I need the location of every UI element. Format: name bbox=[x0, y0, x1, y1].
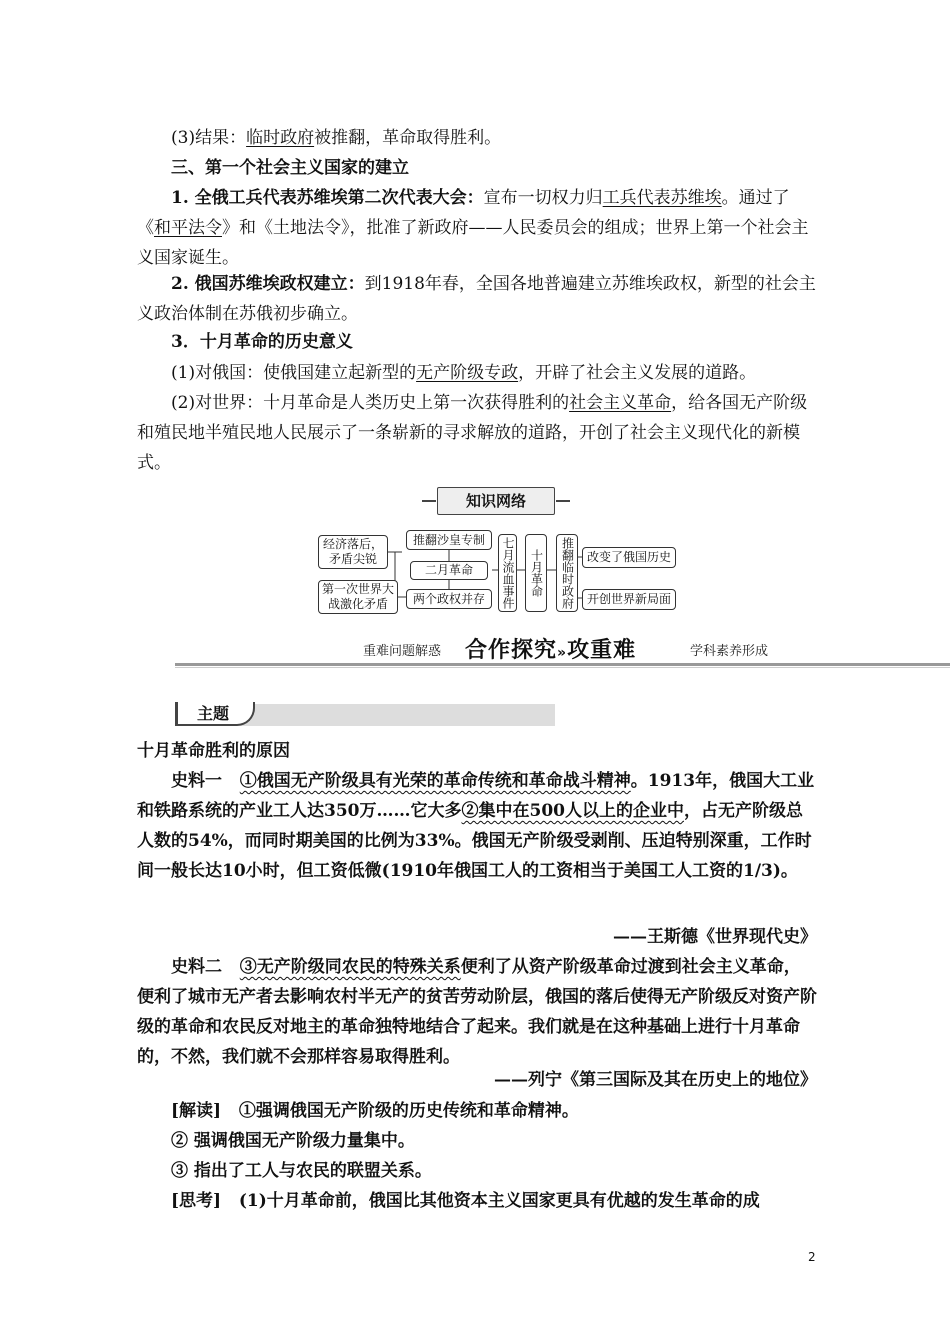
paragraph-congress: 1. 全俄工兵代表苏维埃第二次代表大会：宣布一切权力归工兵代表苏维埃。通过了《和平法令》和《土地法令》，批准了新政府——人民委员会的组成；世界上第一个社会主义国家诞生。 bbox=[137, 188, 809, 268]
banner-right-text: 学科素养形成 bbox=[690, 644, 769, 659]
node-february-revolution: 二月革命 bbox=[410, 561, 488, 580]
thinking-question: [思考] (1)十月革命前，俄国比其他资本主义国家更具有优越的发生革命的成 bbox=[171, 1191, 760, 1211]
paragraph-world: (2)对世界：十月革命是人类历史上第一次获得胜利的社会主义革命，给各国无产阶级和殖民地半殖民地人民展示了一条崭新的寻求解放的道路，开创了社会主义现代化的新模式。 bbox=[137, 393, 808, 473]
interpretation-line-1: [解读] ①强调俄国无产阶级的历史传统和革命精神。 bbox=[171, 1101, 579, 1121]
node-october-revolution: 十月革命 bbox=[525, 534, 547, 612]
topic-tab: 主题 bbox=[175, 702, 255, 726]
source-one: 史料一 ①俄国无产阶级具有光荣的革命传统和革命战斗精神。1913年，俄国大工业和铁路系统的产业工人达350万……它大多②集中在500人以上的企业中，占无产阶级总人数的54%，而同时期美国的比例为33%。俄国无产阶级受剥削、压迫特别深重，工作时间一般长达10小时，但工资低微(1910年俄国工人的工资相当于美国工人工资的1/3)。 bbox=[137, 771, 815, 881]
node-economic-backward: 经济落后，矛盾尖锐 bbox=[318, 535, 388, 569]
node-dual-power: 两个政权并存 bbox=[406, 589, 492, 609]
source-two: 史料二 ③无产阶级同农民的特殊关系便利了从资产阶级革命过渡到社会主义革命，便利了城市无产者去影响农村半无产的贫苦劳动阶层，俄国的落后使得无产阶级反对资产阶级的革命和农民反对地主的革命独特地结合了起来。我们就是在这种基础上进行十月革命的，不然，我们就不会那样容易取得胜利。 bbox=[137, 957, 817, 1067]
banner-rule-thin bbox=[175, 667, 950, 668]
knowledge-network-title: 知识网络 bbox=[437, 487, 555, 515]
banner-left-text: 重难问题解惑 bbox=[363, 644, 442, 659]
paragraph-soviet-power: 2. 俄国苏维埃政权建立：到1918年春，全国各地普遍建立苏维埃政权，新型的社会主义政治体制在苏俄初步确立。 bbox=[137, 274, 816, 324]
section-banner bbox=[175, 633, 950, 671]
node-overthrow-tsar: 推翻沙皇专制 bbox=[406, 530, 492, 550]
heading-significance: 3．十月革命的历史意义 bbox=[171, 332, 353, 352]
node-overthrow-provisional: 推翻临时政府 bbox=[556, 534, 578, 612]
node-july-days: 七月流血事件 bbox=[498, 534, 517, 612]
page-number: 2 bbox=[808, 1250, 816, 1264]
source-two-citation: ——列宁《第三国际及其在历史上的地位》 bbox=[494, 1070, 817, 1090]
double-chevron-icon: » bbox=[557, 645, 568, 661]
topic-title: 十月革命胜利的原因 bbox=[137, 741, 290, 761]
source-one-citation: ——王斯德《世界现代史》 bbox=[613, 927, 817, 947]
banner-main-title: 合作探究»攻重难 bbox=[465, 638, 637, 663]
interpretation-line-2: ② 强调俄国无产阶级力量集中。 bbox=[171, 1131, 415, 1151]
node-changed-history: 改变了俄国历史 bbox=[582, 547, 676, 568]
interpretation-line-3: ③ 指出了工人与农民的联盟关系。 bbox=[171, 1161, 432, 1181]
paragraph-russia: (1)对俄国：使俄国建立起新型的无产阶级专政，开辟了社会主义发展的道路。 bbox=[171, 363, 757, 383]
node-new-world-situation: 开创世界新局面 bbox=[582, 589, 676, 610]
result-paragraph: (3)结果：临时政府被推翻，革命取得胜利。 bbox=[171, 128, 502, 148]
section-heading-3: 三、第一个社会主义国家的建立 bbox=[171, 158, 409, 178]
topic-bar bbox=[175, 702, 555, 726]
node-world-war: 第一次世界大战激化矛盾 bbox=[318, 580, 398, 614]
